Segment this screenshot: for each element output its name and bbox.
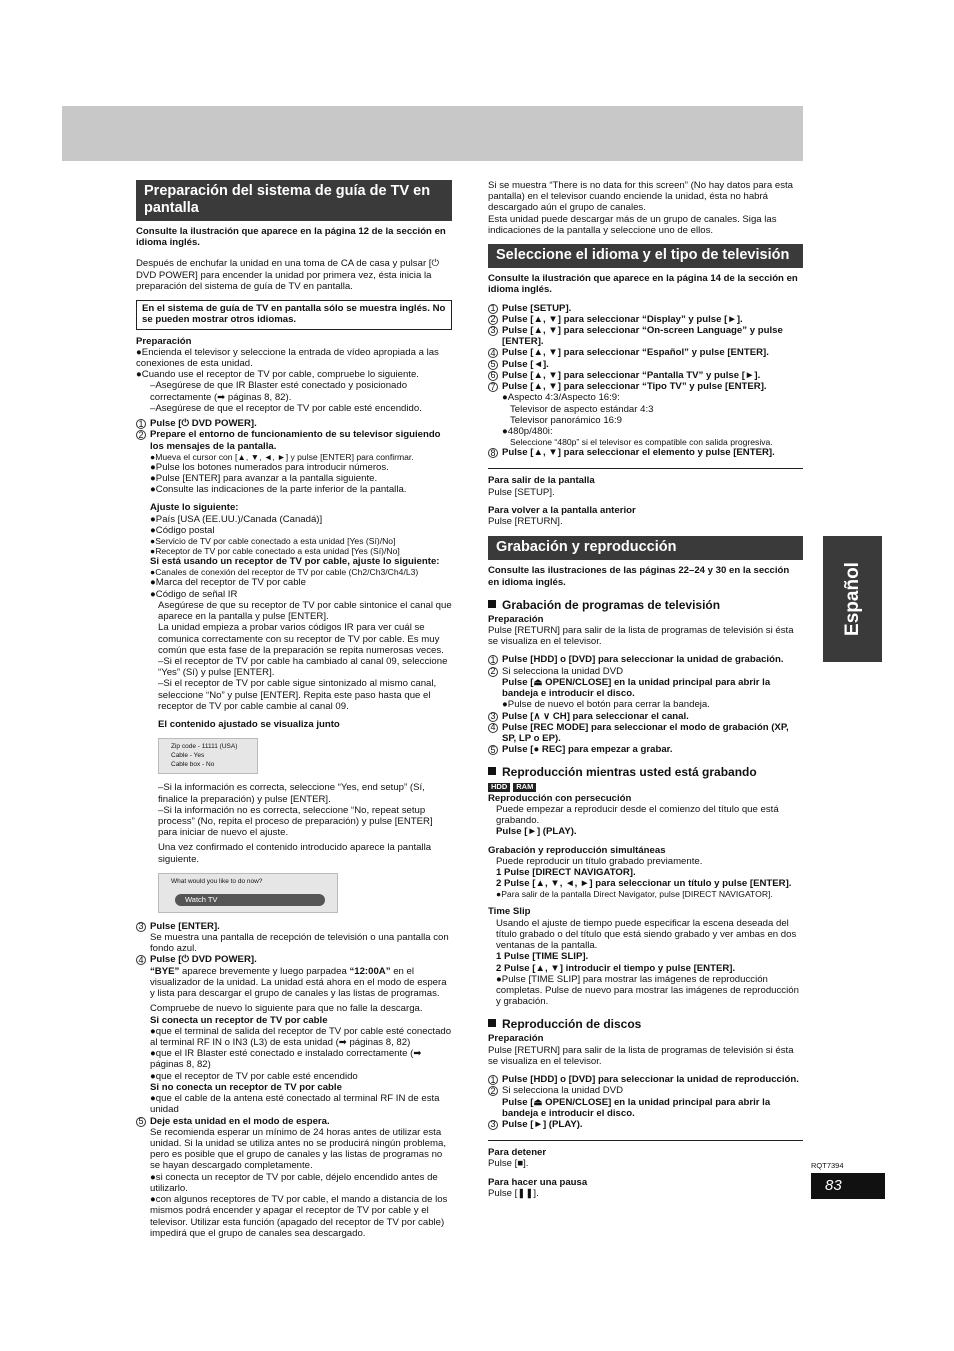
media-tags xyxy=(488,781,803,792)
step-detail: Seleccione “480p” si el televisor es compatible con salida progresiva. xyxy=(510,437,773,448)
lang-step-3 xyxy=(488,325,803,347)
prep-item: ●Encienda el televisor y seleccione la entrada de vídeo apropiada a las conexiones de esta unidad. xyxy=(136,346,439,369)
lang-step-5 xyxy=(488,359,803,370)
chase-action: Pulse [►] (PLAY). xyxy=(496,826,577,838)
adjust-label: Ajuste lo siguiente: xyxy=(150,502,239,514)
sim-text: Puede reproducir un título grabado previamente. xyxy=(496,855,703,867)
lang-step-4 xyxy=(488,347,803,358)
bye-text: “BYE” xyxy=(150,965,180,977)
step-text: Pulse [▲, ▼] para seleccionar “Pantalla TV” y pulse [►]. xyxy=(502,369,761,381)
disc-prep-label: Preparación xyxy=(488,1033,544,1045)
hdd-tag: HDD xyxy=(488,783,510,792)
step-text: Pulse [REC MODE] para seleccionar el modo de grabación (XP, SP, LP o EP). xyxy=(502,721,789,744)
step-text: Pulse [⏻ DVD POWER]. xyxy=(150,418,257,430)
adjust-item: ●Código postal xyxy=(150,524,215,536)
no-data-text: Si se muestra “There is no data for this screen” (No hay datos para esta pantalla) en el televisor cuando enciende la unidad, ésta no habrá descargado aún el grupo de canales. xyxy=(488,180,794,214)
cable-text: Asegúrese de que su receptor de TV por cable sintonice el canal que aparece en la pantalla y pulse [ENTER]. xyxy=(158,599,452,623)
step-detail: ●Pulse [ENTER] para avanzar a la pantalla siguiente. xyxy=(150,472,378,484)
pause-label: Para hacer una pausa xyxy=(488,1176,588,1188)
exit-label: Para salir de la pantalla xyxy=(488,475,595,487)
step-5 xyxy=(136,1116,452,1127)
section-title-tv-guide: Preparación del sistema de guía de TV en pantalla xyxy=(136,180,452,221)
timeslip-text: Usando el ajuste de tiempo puede especificar la escena deseada del título grabado o del título que está siendo grabado y ver ambas en dos ventanas de la pantalla. xyxy=(496,917,797,952)
step-text: Pulse [HDD] o [DVD] para seleccionar la unidad de grabación. xyxy=(502,654,784,666)
circled-number: 8 xyxy=(488,448,498,458)
rec-subheading xyxy=(488,598,803,612)
circled-number: 2 xyxy=(488,667,498,677)
step-1 xyxy=(136,418,452,429)
step-3 xyxy=(136,921,452,932)
sim-step: 2 Pulse [▲, ▼, ◄, ►] para seleccionar un título y pulse [ENTER]. xyxy=(496,878,792,890)
exit-value: Pulse [SETUP]. xyxy=(488,486,555,498)
circled-number: 1 xyxy=(488,304,498,314)
step-text: Pulse [▲, ▼] para seleccionar “On-screen Language” y pulse [ENTER]. xyxy=(502,324,783,348)
prep-item: –Asegúrese de que el receptor de TV por cable esté encendido. xyxy=(150,402,422,414)
disc-subheading xyxy=(488,1017,803,1031)
circled-number: 5 xyxy=(136,1117,146,1127)
divider xyxy=(488,468,803,469)
sim-step: 1 Pulse [DIRECT NAVIGATOR]. xyxy=(496,866,636,878)
step-text: Pulse [▲, ▼] para seleccionar el elemento y pulse [ENTER]. xyxy=(502,447,775,459)
step-detail: Se recomienda esperar un mínimo de 24 horas antes de utilizar esta unidad. Si la unidad se utiliza antes no se producirá ningún problema, pero es posible que el grupo de canales y las listas de programas no se hayan descargado completamente. xyxy=(150,1126,447,1172)
language-note-box: En el sistema de guía de TV en pantalla sólo se muestra inglés. No se pueden mostrar otros idiomas. xyxy=(136,300,452,329)
clock-text: “12:00A” xyxy=(349,965,391,977)
timeslip-note: ●Pulse [TIME SLIP] para mostrar las imágenes de reproducción completas. Pulse de nuevo para mostrar las imágenes de reproducción y grabación. xyxy=(496,973,799,1008)
subheading-text: Reproducción de discos xyxy=(502,1017,642,1032)
timeslip-step: 1 Pulse [TIME SLIP]. xyxy=(496,951,589,963)
subheading-text: Reproducción mientras usted está grabando xyxy=(502,765,757,780)
lang-intro: Consulte la ilustración que aparece en la página 14 de la sección en idioma inglés. xyxy=(488,273,798,296)
step-detail: ●con algunos receptores de TV por cable, el mando a distancia de los mismos podrá encender y apagar el receptor de TV por cable y el televisor. Utilizar esta función (apagado del receptor de TV por cable) impedirá que el grupo de canales sea descargado. xyxy=(150,1194,448,1239)
circled-number: 2 xyxy=(488,1086,498,1096)
circled-number: 1 xyxy=(488,655,498,665)
lang-step-2 xyxy=(488,314,803,325)
rec-step-3 xyxy=(488,711,803,722)
step-text: Si selecciona la unidad DVD xyxy=(502,665,624,677)
sim-note: ●Para salir de la pantalla Direct Navigator, pulse [DIRECT NAVIGATOR]. xyxy=(496,889,773,900)
screen-line: Cable box - No xyxy=(171,760,215,768)
step-detail xyxy=(136,966,452,1000)
lang-step-1 xyxy=(488,303,803,314)
step-text: Pulse [● REC] para empezar a grabar. xyxy=(502,744,673,756)
after-text: –Si la información es correcta, seleccione “Yes, end setup” (Sí, finalice la preparación) y pulse [ENTER]. xyxy=(158,782,425,805)
detail-text: en el visualizador de la unidad. La unidad está ahora en el modo de espera y lista para descargar el grupo de canales y las listas de programas. xyxy=(150,965,447,1000)
prep-item: ●Cuando use el receptor de TV por cable, compruebe lo siguiente. xyxy=(136,369,419,381)
cable-text: La unidad empieza a probar varios códigos IR para ver cuál se comunica correctamente con su receptor de TV por cable. Es muy común que esta fase de la preparación se repita numerosas veces. xyxy=(158,622,444,656)
prep-label: Preparación xyxy=(136,335,192,347)
circled-number: 3 xyxy=(488,1120,498,1130)
lang-step-7 xyxy=(488,381,803,392)
chase-text: Puede empezar a reproducir desde el comienzo del título que está grabando. xyxy=(496,803,779,827)
adjust-item: ●Servicio de TV por cable conectado a esta unidad [Yes (Sí)/No] xyxy=(150,536,396,547)
top-banner xyxy=(62,106,803,161)
circled-number: 4 xyxy=(488,723,498,733)
step-text: Pulse [►] (PLAY). xyxy=(502,1118,583,1130)
lang-step-6 xyxy=(488,370,803,381)
subheading-text: Grabación de programas de televisión xyxy=(502,597,721,612)
step-detail: Se muestra una pantalla de recepción de televisión o una pantalla con fondo azul. xyxy=(150,932,449,955)
circled-number: 4 xyxy=(488,348,498,358)
sim-label: Grabación y reproducción simultáneas xyxy=(488,844,666,856)
intro-text: Después de enchufar la unidad en una toma de CA de casa y pulsar [⏻ DVD POWER] para encender la unidad por primera vez, ésta inicia la preparación del sistema de guía de TV en pantalla. xyxy=(136,258,440,292)
chase-label: Reproducción con persecución xyxy=(488,792,632,804)
rec-prep-text: Pulse [RETURN] para salir de la lista de programas de televisión si ésta se visualiza en el televisor. xyxy=(488,624,794,648)
step-text: Pulse [⏻ DVD POWER]. xyxy=(150,954,257,966)
step-detail: ●Pulse los botones numerados para introducir números. xyxy=(150,461,389,473)
disc-step-1 xyxy=(488,1074,803,1085)
circled-number: 7 xyxy=(488,382,498,392)
after-text: Una vez confirmado el contenido introducido aparece la pantalla siguiente. xyxy=(158,842,432,865)
circled-number: 3 xyxy=(488,712,498,722)
no-cable-label: Si no conecta un receptor de TV por cable xyxy=(150,1081,342,1093)
square-bullet-icon xyxy=(488,767,496,775)
check-item: ●que el terminal de salida del receptor de TV por cable esté conectado al terminal RF IN o IN3 (L3) de esta unidad (➡ páginas 8, 82) xyxy=(150,1025,452,1048)
page-number: 83 xyxy=(811,1173,885,1199)
circled-number: 5 xyxy=(488,745,498,755)
model-number: RQT7394 xyxy=(811,1161,844,1170)
watch-tv-button: Watch TV xyxy=(175,894,325,906)
step-text: Deje esta unidad en el modo de espera. xyxy=(150,1115,330,1127)
rec-step-1 xyxy=(488,654,803,665)
play-subheading xyxy=(488,765,803,779)
timeslip-label: Time Slip xyxy=(488,906,531,918)
rec-prep-label: Preparación xyxy=(488,613,544,625)
language-side-tab xyxy=(823,536,882,662)
step-detail: ●Pulse de nuevo el botón para cerrar la bandeja. xyxy=(502,699,710,711)
circled-number: 2 xyxy=(136,430,146,440)
circled-number: 1 xyxy=(488,1075,498,1085)
rec-step-4 xyxy=(488,722,803,744)
step-text: Pulse [▲, ▼] para seleccionar “Español” y pulse [ENTER]. xyxy=(502,347,769,359)
step-detail: Pulse [⏏ OPEN/CLOSE] en la unidad principal para abrir la bandeja e introducir el disco. xyxy=(502,1096,771,1119)
cable-label: Si está usando un receptor de TV por cable, ajuste lo siguiente: xyxy=(150,556,440,568)
step-detail: Pulse [⏏ OPEN/CLOSE] en la unidad principal para abrir la bandeja e introducir el disco. xyxy=(502,676,771,700)
step-text: Prepare el entorno de funcionamiento de su televisor siguiendo los mensajes de la pantalla. xyxy=(150,429,441,452)
screen-line: Zip code - 11111 (USA) xyxy=(171,743,238,751)
cable-check-label: Si conecta un receptor de TV por cable xyxy=(150,1014,328,1026)
circled-number: 5 xyxy=(488,360,498,370)
disc-step-2 xyxy=(488,1085,803,1096)
screen-question: What would you like to do now? xyxy=(171,877,263,885)
step-4 xyxy=(136,954,452,965)
circled-number: 3 xyxy=(136,922,146,932)
cable-item: ●Canales de conexión del receptor de TV por cable (Ch2/Ch3/Ch4/L3) xyxy=(150,567,419,578)
step-detail: ●Mueva el cursor con [▲, ▼, ◄, ►] y pulse [ENTER] para confirmar. xyxy=(150,451,414,462)
section-title-recording: Grabación y reproducción xyxy=(488,536,803,560)
square-bullet-icon xyxy=(488,600,496,608)
rec-step-2 xyxy=(488,666,803,677)
divider xyxy=(488,1140,803,1141)
step-text: Pulse [SETUP]. xyxy=(502,302,572,314)
left-column xyxy=(136,180,452,1239)
timeslip-step: 2 Pulse [▲, ▼] introducir el tiempo y pulse [ENTER]. xyxy=(496,962,736,974)
step-2 xyxy=(136,429,452,451)
step-detail: Compruebe de nuevo lo siguiente para que no falle la descarga. xyxy=(150,1003,423,1015)
lang-step-8 xyxy=(488,447,803,458)
cable-text: –Si el receptor de TV por cable ha cambiado al canal 09, seleccione “Yes” (Sí) y pulse [ENTER]. xyxy=(158,655,448,679)
step-detail: Televisor panorámico 16:9 xyxy=(510,414,622,426)
settings-summary-screen xyxy=(158,738,258,774)
disc-prep-text: Pulse [RETURN] para salir de la lista de programas de televisión si ésta se visualiza en el televisor. xyxy=(488,1044,794,1067)
watch-tv-screen xyxy=(158,873,338,913)
step-text: Pulse [▲, ▼] para seleccionar “Tipo TV” y pulse [ENTER]. xyxy=(502,381,767,393)
after-text: –Si la información no es correcta, seleccione “No, repeat setup process” (No, repita el proceso de preparación) y pulse [ENTER] para iniciar de nuevo el ajuste. xyxy=(158,804,433,839)
ram-tag: RAM xyxy=(513,783,536,792)
circled-number: 6 xyxy=(488,371,498,381)
check-item: ●que el IR Blaster esté conectado e instalado correctamente (➡ páginas 8, 82) xyxy=(150,1048,422,1071)
rec-intro: Consulte las ilustraciones de las páginas 22–24 y 30 en la sección en idioma inglés. xyxy=(488,565,790,588)
stop-value: Pulse [■]. xyxy=(488,1158,529,1170)
step-text: Si selecciona la unidad DVD xyxy=(502,1085,624,1097)
check-item: ●que el receptor de TV por cable esté encendido xyxy=(150,1070,358,1082)
step-detail: ●Consulte las indicaciones de la parte inferior de la pantalla. xyxy=(150,484,407,496)
step-detail: ●Aspecto 4:3/Aspecto 16:9: xyxy=(502,392,620,404)
square-bullet-icon xyxy=(488,1019,496,1027)
step-text: Pulse [▲, ▼] para seleccionar “Display” y pulse [►]. xyxy=(502,313,743,325)
step-detail: ●480p/480i: xyxy=(502,425,553,437)
stop-label: Para detener xyxy=(488,1147,547,1159)
detail-text: aparece brevemente y luego parpadea xyxy=(179,965,350,977)
screen-line: Cable - Yes xyxy=(171,752,205,760)
circled-number: 1 xyxy=(136,419,146,429)
check-item: ●que el cable de la antena esté conectado al terminal RF IN de esta unidad xyxy=(150,1093,440,1116)
back-label: Para volver a la pantalla anterior xyxy=(488,504,636,516)
pause-value: Pulse [❚❚]. xyxy=(488,1187,539,1199)
cable-item: ●Código de señal IR xyxy=(150,588,238,600)
step-detail: Televisor de aspecto estándar 4:3 xyxy=(510,403,654,415)
prep-item: –Asegúrese de que IR Blaster esté conectado y posicionado correctamente (➡ páginas 8, 82). xyxy=(150,380,408,403)
step-text: Pulse [HDD] o [DVD] para seleccionar la unidad de reproducción. xyxy=(502,1074,799,1086)
step-text: Pulse [∧ ∨ CH] para seleccionar el canal. xyxy=(502,710,689,722)
step-text: Pulse [◄]. xyxy=(502,358,549,370)
step-detail: ●si conecta un receptor de TV por cable, déjelo encendido antes de utilizarlo. xyxy=(150,1171,438,1194)
back-value: Pulse [RETURN]. xyxy=(488,516,563,528)
intro-reference: Consulte la ilustración que aparece en la página 12 de la sección en idioma inglés. xyxy=(136,226,446,249)
right-column xyxy=(488,180,803,1199)
adjust-item: ●Receptor de TV por cable conectado a esta unidad [Yes (Sí)/No] xyxy=(150,546,400,557)
shown-label: El contenido ajustado se visualiza junto xyxy=(158,719,340,731)
circled-number: 4 xyxy=(136,955,146,965)
circled-number: 3 xyxy=(488,326,498,336)
step-text: Pulse [ENTER]. xyxy=(150,920,220,932)
side-tab-label: Español xyxy=(841,562,863,636)
disc-step-3 xyxy=(488,1119,803,1130)
cable-text: –Si el receptor de TV por cable sigue sintonizado al mismo canal, seleccione “No” y pulse [ENTER]. Repita este paso hasta que el receptor de TV por cable cambie al canal 09. xyxy=(158,678,437,712)
cable-item: ●Marca del receptor de TV por cable xyxy=(150,577,306,589)
circled-number: 2 xyxy=(488,315,498,325)
section-title-language: Seleccione el idioma y el tipo de televisión xyxy=(488,244,803,268)
rec-step-5 xyxy=(488,744,803,755)
channel-group-text: Esta unidad puede descargar más de un grupo de canales. Siga las indicaciones de la pantalla y seleccione uno de ellos. xyxy=(488,213,777,236)
adjust-item: ●País [USA (EE.UU.)/Canada (Canadá)] xyxy=(150,513,323,525)
